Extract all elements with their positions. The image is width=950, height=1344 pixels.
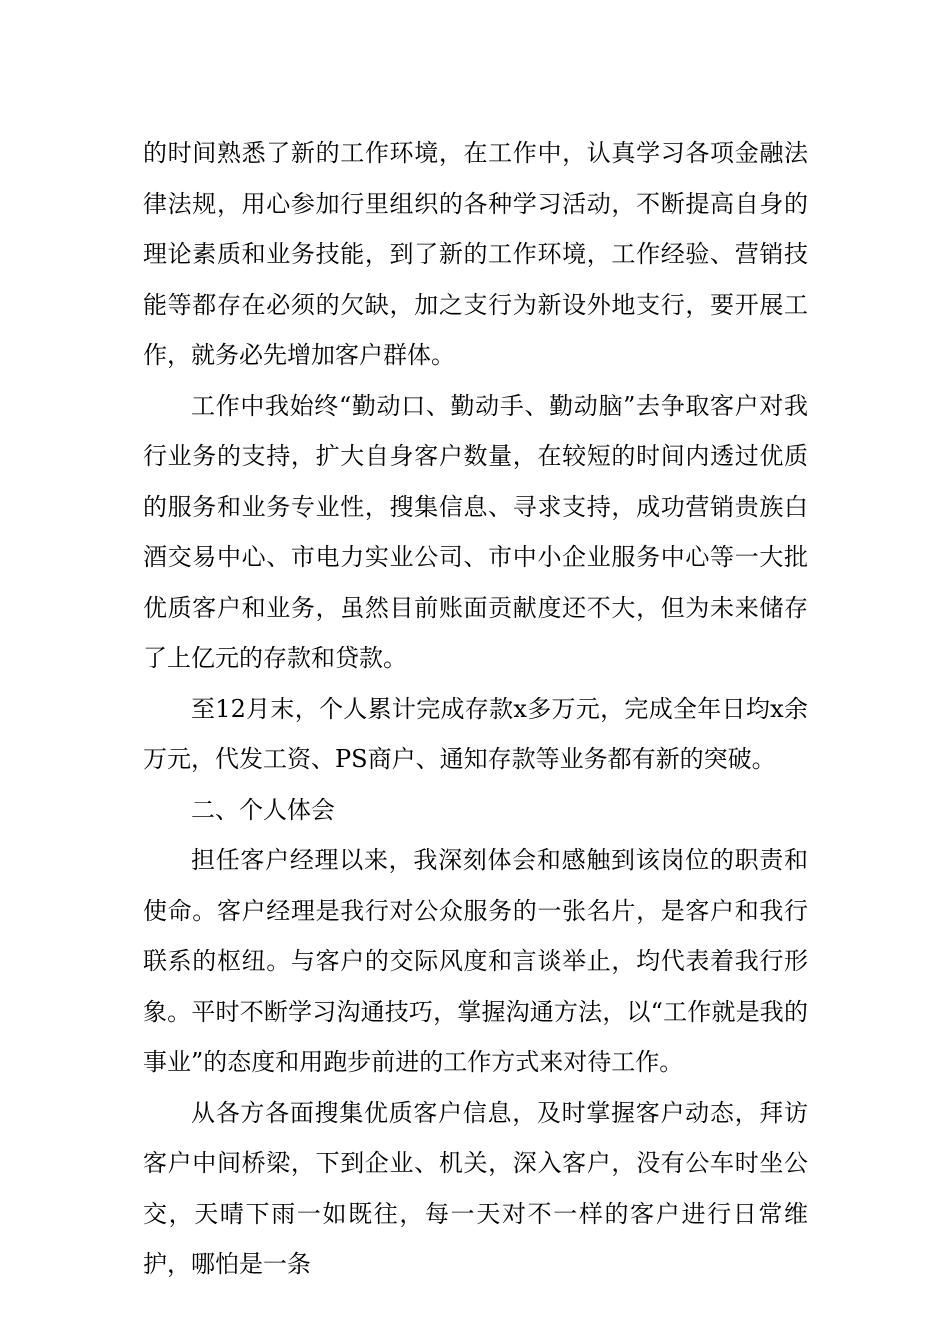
paragraph-customer-development: 工作中我始终“勤动口、勤动手、勤动脑”去争取客户对我行业务的支持，扩大自身客户数量，在较短的时间内透过优质的服务和业务专业性，搜集信息、寻求支持，成功营销贵族白酒交易中心、市电力实业公司、市中小企业服务中心等一大批优质客户和业务，虽然目前账面贡献度还不大，但为未来储存了上亿元的存款和贷款。 xyxy=(143,391,808,672)
section-heading-personal-experience: 二、个人体会 xyxy=(191,795,335,824)
paragraph-continuation: 的时间熟悉了新的工作环境，在工作中，认真学习各项金融法律法规，用心参加行里组织的各种学习活动，不断提高自身的理论素质和业务技能，到了新的工作环境，工作经验、营销技能等都存在必须的欠缺，加之支行为新设外地支行，要开展工作，就务必先增加客户群体。 xyxy=(143,139,808,369)
document-body xyxy=(143,128,808,1290)
paragraph-year-end-results: 至12月末，个人累计完成存款x多万元，完成全年日均x余万元，代发工资、PS商户、通知存款等业务都有新的突破。 xyxy=(143,694,808,773)
paragraph-client-outreach: 从各方各面搜集优质客户信息，及时掌握客户动态，拜访客户中间桥梁，下到企业、机关，深入客户，没有公车时坐公交，天晴下雨一如既往，每一天对不一样的客户进行日常维护，哪怕是一条 xyxy=(143,1098,808,1278)
paragraph-role-reflection: 担任客户经理以来，我深刻体会和感触到该岗位的职责和使命。客户经理是我行对公众服务的一张名片，是客户和我行联系的枢纽。与客户的交际风度和言谈举止，均代表着我行形象。平时不断学习沟通技巧，掌握沟通方法，以“工作就是我的事业”的态度和用跑步前进的工作方式来对待工作。 xyxy=(143,846,808,1076)
